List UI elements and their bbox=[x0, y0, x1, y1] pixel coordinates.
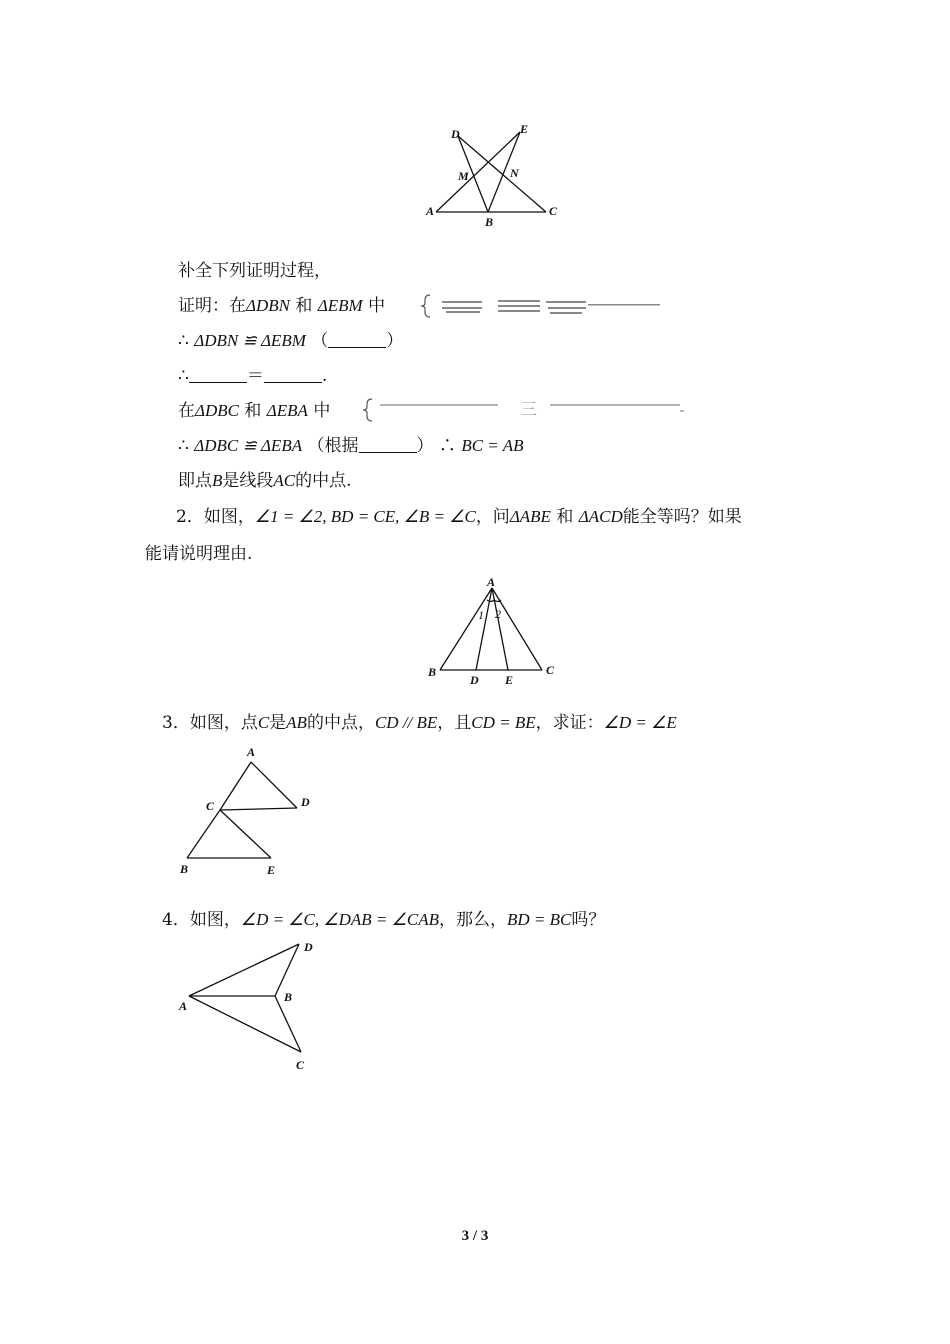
q2-cond: ∠1 = ∠2, BD = CE, ∠B = ∠C bbox=[254, 507, 476, 526]
proof-line4-eq-sign: 三 bbox=[520, 400, 537, 420]
q2-ask2: 能全等吗？如果 bbox=[622, 507, 742, 527]
proof-line6-e: 的中点. bbox=[295, 471, 352, 491]
fig3-label-c: C bbox=[206, 799, 215, 813]
fig3-label-d: D bbox=[301, 795, 310, 809]
fig4-label-d: D bbox=[304, 940, 313, 954]
proof-line1-tri1: ΔDBN bbox=[246, 296, 290, 315]
q3-goal: ∠D = ∠E bbox=[603, 713, 677, 732]
q3-cond2: CD = BE bbox=[471, 713, 536, 732]
proof-line2-stmt: ΔDBN ≌ ΔEBM bbox=[194, 331, 306, 350]
fig1-label-e: E bbox=[520, 122, 529, 136]
q4-ask: 吗？ bbox=[571, 910, 606, 930]
proof-line6-a: 即点 bbox=[178, 471, 212, 491]
q4-goal: BD = BC bbox=[507, 910, 572, 929]
fig1-label-c: C bbox=[549, 204, 558, 218]
fig1-label-d: D bbox=[451, 127, 460, 141]
proof-line1-prefix: 证明：在 bbox=[178, 296, 246, 316]
fig1-label-n: N bbox=[510, 166, 519, 180]
proof-line5-blank[interactable] bbox=[359, 436, 417, 453]
q2-tri1: ΔABE bbox=[509, 507, 551, 526]
figure-2 bbox=[420, 572, 560, 690]
proof-line6-b: B bbox=[212, 471, 223, 490]
q4-cond: ∠D = ∠C, ∠DAB = ∠CAB bbox=[240, 910, 440, 929]
q2-num: 2．如图， bbox=[176, 507, 255, 527]
q3-and: ，且 bbox=[437, 713, 472, 733]
proof-line3-blank-1[interactable] bbox=[189, 366, 247, 383]
proof-line4-tri1: ΔDBC bbox=[195, 401, 239, 420]
proof-line3-blank-2[interactable] bbox=[264, 366, 322, 383]
proof-line5-concl: BC = AB bbox=[461, 436, 524, 455]
figure-1 bbox=[420, 118, 570, 230]
figure-3 bbox=[175, 742, 325, 880]
proof-line3-prefix: ∴ bbox=[178, 366, 189, 386]
proof-line-4 bbox=[178, 399, 330, 423]
proof-line-5 bbox=[178, 434, 523, 458]
proof-line4-and: 和 bbox=[244, 401, 262, 421]
fig1-label-a: A bbox=[426, 204, 435, 218]
fig2-label-a: A bbox=[487, 575, 496, 589]
fig1-label-b: B bbox=[485, 215, 494, 229]
proof-line3-eq: ＝ bbox=[246, 366, 264, 386]
proof-line-6 bbox=[178, 469, 352, 493]
proof-line4-prefix: 在 bbox=[178, 401, 195, 421]
q3-ab: AB bbox=[286, 713, 307, 732]
fig2-label-d: D bbox=[470, 673, 479, 687]
question-3 bbox=[162, 711, 677, 735]
proof-intro: 补全下列证明过程， bbox=[178, 261, 331, 281]
proof-line5-basis-close: ） bbox=[416, 436, 434, 456]
q3-c: C bbox=[257, 713, 270, 732]
proof-line4-suffix: 中 bbox=[313, 401, 331, 421]
proof-line1-and: 和 bbox=[295, 296, 313, 316]
fig2-label-b: B bbox=[428, 665, 437, 679]
question-4 bbox=[162, 908, 605, 932]
fig3-label-a: A bbox=[247, 745, 256, 759]
proof-line6-d: AC bbox=[273, 471, 296, 490]
q2-ask1: ，问 bbox=[475, 507, 510, 527]
fig1-label-m: M bbox=[458, 169, 469, 183]
q4-then: ，那么， bbox=[439, 910, 508, 930]
page-number: 3 / 3 bbox=[461, 1228, 489, 1244]
proof-line2-paren-close: ） bbox=[386, 331, 404, 351]
q3-num: 3．如图，点 bbox=[162, 713, 258, 733]
fig2-label-2: 2 bbox=[495, 607, 501, 621]
proof-line1-brace-blanks bbox=[420, 292, 665, 320]
fig4-label-c: C bbox=[296, 1058, 305, 1072]
proof-line5-basis-open: （根据 bbox=[307, 436, 359, 456]
fig2-label-c: C bbox=[546, 663, 555, 677]
q2-tri2: ΔACD bbox=[578, 507, 623, 526]
proof-line4-brace-blanks bbox=[362, 396, 687, 424]
q3-mid: 的中点， bbox=[306, 713, 375, 733]
proof-line2-prefix: ∴ bbox=[178, 331, 189, 351]
proof-line1-suffix: 中 bbox=[368, 296, 386, 316]
proof-line2-paren-open: （ bbox=[311, 331, 329, 351]
proof-line5-therefore: ∴ bbox=[438, 436, 456, 456]
fig2-label-1: 1 bbox=[478, 608, 484, 622]
proof-line1-tri2: ΔEBM bbox=[317, 296, 363, 315]
proof-line-2 bbox=[178, 329, 403, 353]
figure-4 bbox=[175, 936, 325, 1076]
fig3-label-b: B bbox=[180, 862, 189, 876]
proof-line-1 bbox=[178, 294, 385, 318]
q4-num: 4．如图， bbox=[162, 910, 241, 930]
q2-and: 和 bbox=[556, 507, 574, 527]
question-2-line-2: 能请说明理由. bbox=[145, 544, 253, 564]
q3-cond1: CD // BE bbox=[374, 713, 438, 732]
proof-line5-prefix: ∴ bbox=[178, 436, 189, 456]
proof-line-3 bbox=[178, 364, 327, 388]
proof-line2-blank[interactable] bbox=[328, 331, 386, 348]
question-2-line-1 bbox=[176, 505, 742, 529]
proof-line3-end: . bbox=[321, 366, 328, 386]
fig3-label-e: E bbox=[267, 863, 276, 877]
q3-prove: ，求证： bbox=[535, 713, 604, 733]
proof-line5-stmt: ΔDBC ≌ ΔEBA bbox=[194, 436, 303, 455]
q3-is: 是 bbox=[269, 713, 287, 733]
fig2-label-e: E bbox=[505, 673, 514, 687]
proof-line6-c: 是线段 bbox=[222, 471, 274, 491]
fig4-label-a: A bbox=[179, 999, 188, 1013]
proof-line4-tri2: ΔEBA bbox=[266, 401, 308, 420]
fig4-label-b: B bbox=[284, 990, 293, 1004]
